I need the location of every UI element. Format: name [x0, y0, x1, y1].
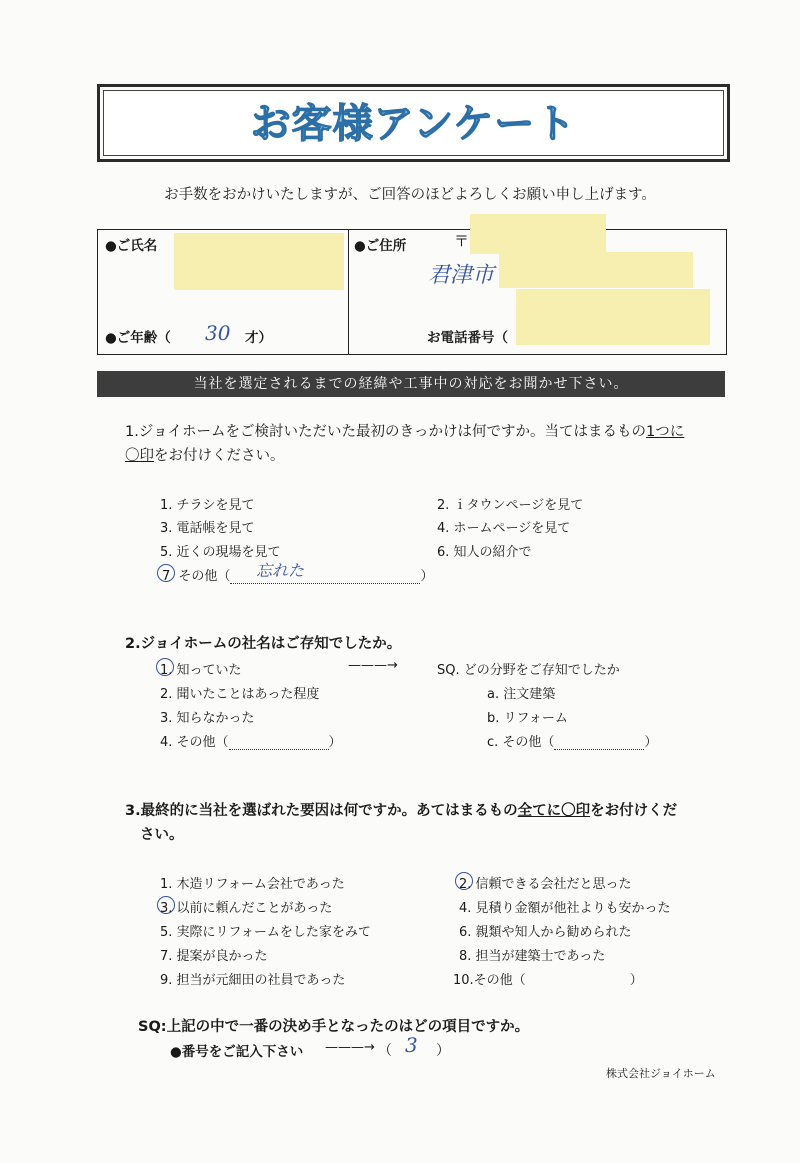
section-banner: 当社を選定されるまでの経緯や工事中の対応をお聞かせ下さい。	[97, 371, 725, 397]
q1-line1: 1.ジョイホームをご検討いただいた最初のきっかけは何ですか。当てはまるもの1つに	[125, 424, 685, 440]
q1-option-2: 2. ｉタウンページを見て	[437, 498, 584, 513]
age-unit: 才）	[245, 330, 272, 346]
phone-label: お電話番号（	[427, 330, 508, 346]
q3-option-9: 9. 担当が元細田の社員であった	[160, 973, 346, 988]
address-redaction-1	[499, 252, 693, 288]
q1-option-5: 5. 近くの現場を見て	[160, 545, 281, 560]
q2-question: 2.ジョイホームの社名はご存知でしたか。	[125, 636, 402, 652]
final-sq-question: SQ:上記の中で一番の決め手となったのはどの項目ですか。	[138, 1019, 530, 1035]
q3-option-3: 3. 以前に頼んだことがあった	[160, 901, 333, 916]
q2-arrow: ———→	[348, 658, 398, 673]
name-label: ●ご氏名	[105, 238, 158, 254]
q1-line2: 〇印をお付けください。	[125, 448, 285, 464]
q3-option-6: 6. 親類や知人から勧められた	[459, 925, 632, 940]
q3-option-8: 8. 担当が建築士であった	[459, 949, 606, 964]
q2-option-4: 4. その他（ ）	[160, 735, 342, 750]
final-sq-close: ）	[436, 1043, 450, 1059]
q3-line1: 3.最終的に当社を選ばれた要因は何ですか。あてはまるもの全てに〇印をお付けくだ	[125, 803, 678, 819]
q2-option-1: 1. 知っていた	[160, 663, 242, 678]
q1-other-answer: 忘れた	[256, 561, 305, 580]
q3-option-10: 10.その他（ ）	[453, 973, 643, 988]
q1-option-1: 1. チラシを見て	[160, 498, 255, 513]
q1-option-6: 6. 知人の紹介で	[437, 545, 532, 560]
page-title: お客様アンケート	[250, 101, 577, 147]
q3-option-4: 4. 見積り金額が他社よりも安かった	[459, 901, 671, 916]
address-redaction-2	[516, 289, 710, 345]
company-name: 株式会社ジョイホーム	[606, 1067, 716, 1080]
q3-option-5: 5. 実際にリフォームをした家をみて	[160, 925, 371, 940]
q1-option-7: 7 その他（ ）	[162, 569, 434, 584]
postal-redaction	[470, 214, 606, 254]
age-value: 30	[205, 321, 231, 345]
q3-line2: さい。	[140, 827, 184, 843]
intro-text: お手数をおかけいたしますが、ご回答のほどよろしくお願い申し上げます。	[164, 187, 656, 203]
q3-option-7: 7. 提案が良かった	[160, 949, 268, 964]
q1-option-3: 3. 電話帳を見て	[160, 521, 255, 536]
final-sq-answer: 3	[405, 1033, 418, 1057]
q2-sq: SQ. どの分野をご存知でしたか	[437, 663, 620, 678]
q2-option-3: 3. 知らなかった	[160, 711, 255, 726]
q2-sub-option-c: c. その他（ ）	[487, 735, 658, 750]
name-redaction	[174, 233, 344, 290]
address-label: ●ご住所	[354, 238, 407, 254]
q1-option-4: 4. ホームページを見て	[437, 521, 571, 536]
final-sq-arrow: ———→	[325, 1040, 375, 1055]
q2-sub-option-b: b. リフォーム	[487, 711, 568, 726]
address-handwriting: 君津市	[428, 263, 495, 288]
info-divider	[348, 229, 349, 354]
q3-option-2: 2. 信頼できる会社だと思った	[459, 877, 632, 892]
q2-option-2: 2. 聞いたことはあった程度	[160, 687, 320, 702]
postal-mark: 〒	[454, 232, 470, 250]
final-sq-prompt: ●番号をご記入下さい	[170, 1044, 304, 1060]
q3-option-1: 1. 木造リフォーム会社であった	[160, 877, 345, 892]
age-label: ●ご年齢（	[105, 330, 171, 346]
q2-sub-option-a: a. 注文建築	[487, 687, 556, 702]
final-sq-open: （	[378, 1043, 392, 1059]
